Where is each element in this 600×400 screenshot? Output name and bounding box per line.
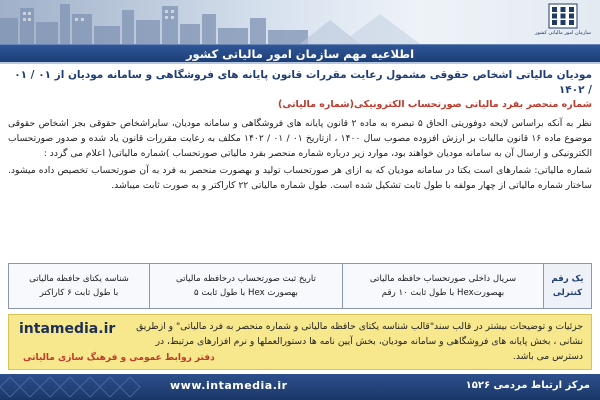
info-box [8,314,592,370]
notice-subheading: شماره منحصر بفرد مالیاتی صورتحساب الکترونیکی(شماره مالیاتی) [277,99,592,110]
logo-caption: سازمان امور مالیاتی کشور [535,30,591,36]
paragraph-intro: نظر به آنکه براساس لایحه دوفوریتی الحاق ۵ تبصره به ماده ۲ قانون پایانه های فروشگاهی و سامانه مودیان، سایراشخاص حقوقی بجز اشخاص حقوقی موضوع ماده ۱۶ قانون مالیات بر ارزش افزوده مصوب سال ۱۴۰۰ ، ازتاریخ ۰۱ / ۰۱ / ۱۴۰۲ مکلف به رعایت مقررات قانون یاد شده و صدور صورتحساب الکترونیکی و ارسال آن به سامانه مودیان خواهند بود، موارد زیر درباره شماره منحصر بفرد مالیاتی صورتحساب )شماره مالیاتی( اعلام می گردد : [8,118,593,159]
tax-organization-logo [534,3,592,41]
tax-number-structure-table [8,263,592,309]
footer-bar [0,374,600,400]
info-box-text: جزئیات و توضیحات بیشتر در قالب سند"قالب شناسه یکتای حافظه مالیاتی و شماره منحصر به فرد مالیاتی" و ازطریق نشانی ، بخش پایانه های فروشگاهی و سامانه مودیان، بخش آیین نامه ها دستورالعملها و نرم افزارهای مرتبط، در دسترس می باشد. [136,321,583,362]
table-cell-registration-date: تاریخ ثبت صورتحساب درحافظه مالیاتی بهصورت Hex با طول ثابت ۵ [149,264,342,309]
footer-pattern-decoration [0,374,150,400]
notice-title-bar: اطلاعیه مهم سازمان امور مالیاتی کشور [0,44,600,64]
footer-website-link[interactable]: www.intamedia.ir [170,379,288,392]
notice-body [8,68,592,195]
paragraph-definition: شماره مالیاتی: شمارهای است یکتا در سامانه مودیان که به ازای هر صورتحساب تولید و بهصورت منحصر به فرد به آن صورتحساب تخصیص داده میشود. ساختار شماره مالیاتی از چهار مولفه با طول ثابت تشکیل شده است. طول شماره مالیاتی ۲۲ کاراکتر و به صورت ثابت میباشد. [8,165,592,191]
table-cell-control-digit: یک رقم کنترلی [544,264,592,309]
notice-heading: مودیان مالیاتی اشخاص حقوقی مشمول رعایت مقررات قانون پایانه های فروشگاهی و سامانه مودیان از ۰۱ / ۰۱ / ۱۴۰۲ [14,69,592,96]
website-link[interactable]: intamedia.ir [19,321,116,337]
table-row [9,264,592,309]
header-banner [0,0,600,44]
footer-contact-center: مرکز ارتباط مردمی ۱۵۲۶ [465,380,590,391]
table-cell-memory-id: شناسه یکتای حافظه مالیاتی با طول ثابت ۶ کاراکتر [9,264,150,309]
department-signature: دفتر روابط عمومی و فرهنگ سازی مالیاتی [23,353,215,363]
table-cell-internal-serial: سریال داخلی صورتحساب حافظه مالیاتی بهصورتHex با طول ثابت ۱۰ رقم [342,264,543,309]
emblem-icon [548,3,578,29]
city-skyline-illustration [0,0,430,44]
